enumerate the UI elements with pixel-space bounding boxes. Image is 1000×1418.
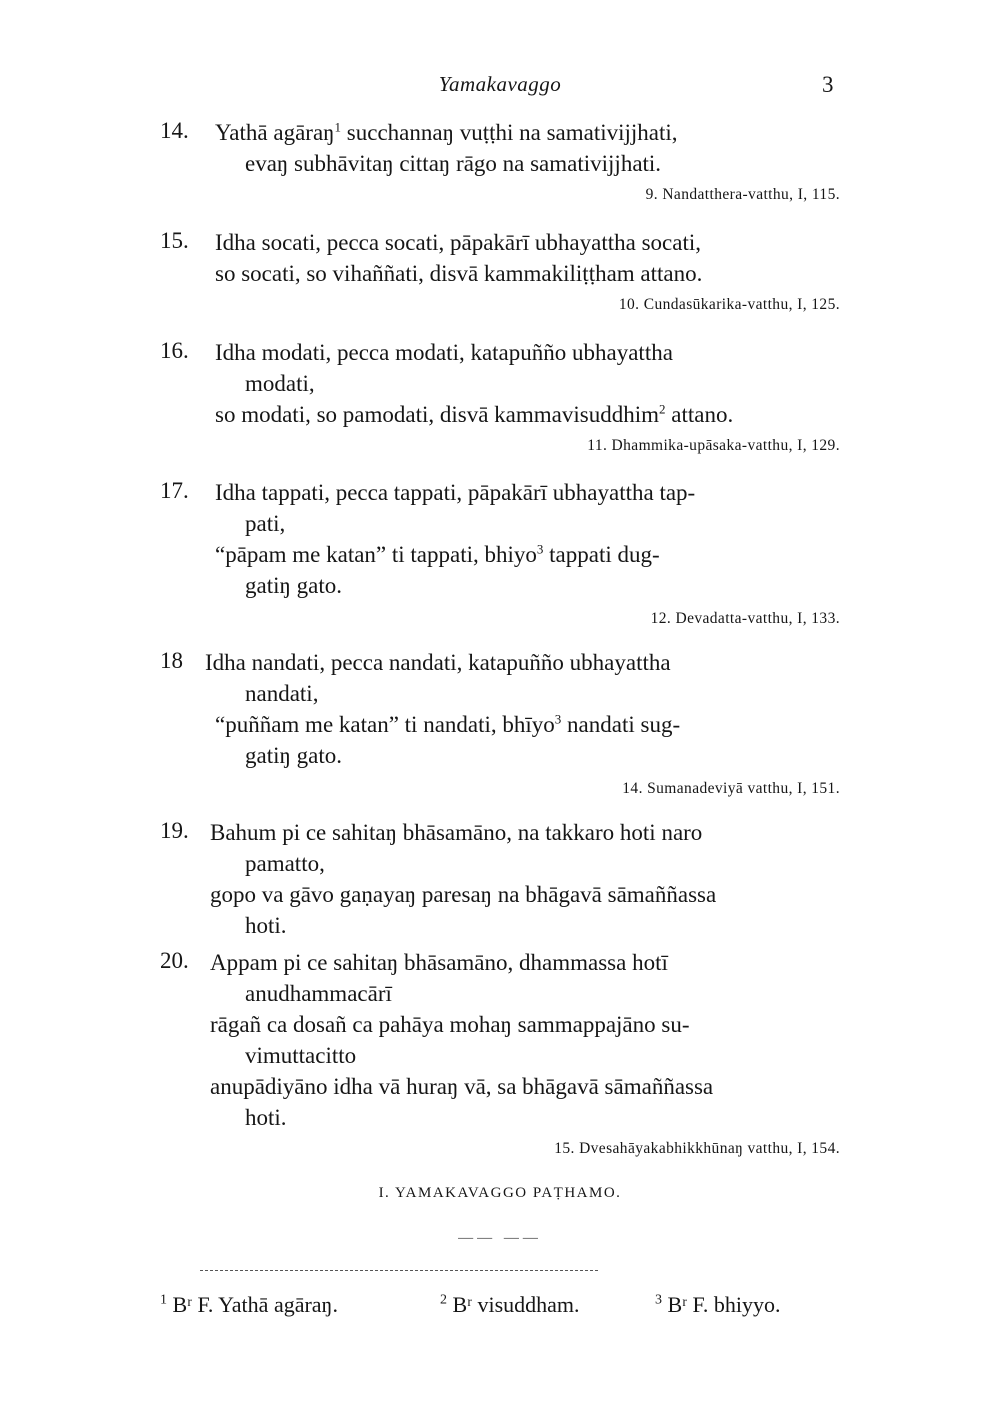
verse-line: “puññam me katan” ti nandati, bhīyo$^3$ nandati sug- (215, 711, 681, 737)
verse-line: hoti. (245, 1105, 287, 1130)
stanza-14 (160, 118, 840, 218)
footnote-3: $^3$ Bʳ F. bhiyyo. (655, 1292, 781, 1317)
stanza-20 (160, 948, 840, 1168)
verse-line: hoti. (245, 913, 287, 938)
running-title: Yamakavaggo (438, 72, 562, 96)
verse-line: evaŋ subhāvitaŋ cittaŋ rāgo na samativijjhati. (245, 151, 662, 176)
source-reference: 12. Devadatta-vatthu, I, 133. (650, 610, 840, 627)
verse-line: pamatto, (245, 851, 325, 876)
verse-line: Idha modati, pecca modati, katapuñño ubhayattha (215, 340, 673, 365)
source-reference: 11. Dhammika-upāsaka-vatthu, I, 129. (587, 437, 840, 454)
verse-line: modati, (245, 371, 315, 396)
verse-line: vimuttacitto (245, 1043, 357, 1068)
verse-line: anupādiyāno idha vā huraŋ vā, sa bhāgavā sāmaññassa (210, 1074, 714, 1099)
verse-line: anudhammacārī (245, 981, 392, 1006)
stanza-18 (160, 648, 840, 808)
verse-line: Yathā agāraŋ$^1$ succhannaŋ vuṭṭhi na samativijjhati, (215, 119, 678, 145)
footnote-rule (200, 1270, 598, 1271)
footnote-2: $^2$ Bʳ visuddham. (440, 1292, 580, 1317)
footnote-marker: 1 (334, 119, 342, 135)
verse-line: Idha socati, pecca socati, pāpakārī ubhayattha socati, (215, 230, 701, 255)
stanza-number: 18 (160, 648, 183, 673)
stanza-15 (160, 228, 840, 328)
source-reference: 14. Sumanadeviyā vatthu, I, 151. (622, 780, 840, 797)
source-reference: 15. Dvesahāyakabhikkhūnaŋ vatthu, I, 154. (554, 1140, 840, 1157)
stanza-number: 15. (160, 228, 189, 253)
verse-line: gatiŋ gato. (245, 743, 342, 768)
footnote-marker: 2 (659, 401, 666, 417)
verse-line: Appam pi ce sahitaŋ bhāsamāno, dhammassa hotī (210, 950, 668, 975)
stanza-number: 14. (160, 118, 189, 143)
stanza-16 (160, 338, 840, 468)
footnote-marker: 3 (554, 711, 562, 727)
ornament-divider: —— —— (458, 1230, 542, 1246)
verse-line: so socati, so vihaññati, disvā kammakiliṭṭham attano. (215, 261, 703, 286)
stanza-19 (160, 818, 840, 948)
verse-line: Idha nandati, pecca nandati, katapuñño ubhayattha (205, 650, 671, 675)
stanza-number: 20. (160, 948, 189, 973)
stanza-number: 19. (160, 818, 189, 843)
footnote-1: $^1$ Bʳ F. Yathā agāraŋ. (160, 1292, 338, 1317)
source-reference: 10. Cundasūkarika-vatthu, I, 125. (618, 296, 840, 313)
stanza-number: 17. (160, 478, 189, 503)
stanza-17 (160, 478, 840, 638)
stanza-number: 16. (160, 338, 189, 363)
verse-line: pati, (245, 511, 286, 536)
verse-line: Idha tappati, pecca tappati, pāpakārī ubhayattha tap- (215, 480, 696, 505)
verse-line: “pāpam me katan” ti tappati, bhiyo$^3$ tappati dug- (215, 541, 660, 567)
page-number: 3 (822, 72, 834, 97)
verse-line: so modati, so pamodati, disvā kammavisuddhim$^2$ attano. (215, 401, 734, 427)
source-reference: 9. Nandatthera-vatthu, I, 115. (645, 186, 840, 203)
verse-line: gatiŋ gato. (245, 573, 342, 598)
verse-line: Bahum pi ce sahitaŋ bhāsamāno, na takkaro hoti naro (210, 820, 703, 845)
verse-line: rāgañ ca dosañ ca pahāya mohaŋ sammappajāno su- (210, 1012, 690, 1037)
footnote-marker: 3 (536, 541, 544, 557)
verse-line: gopo va gāvo gaṇayaŋ paresaŋ na bhāgavā sāmaññassa (210, 882, 717, 907)
chapter-closing-title: I. YAMAKAVAGGO PAṬHAMO. (378, 1185, 622, 1201)
verse-line: nandati, (245, 681, 319, 706)
